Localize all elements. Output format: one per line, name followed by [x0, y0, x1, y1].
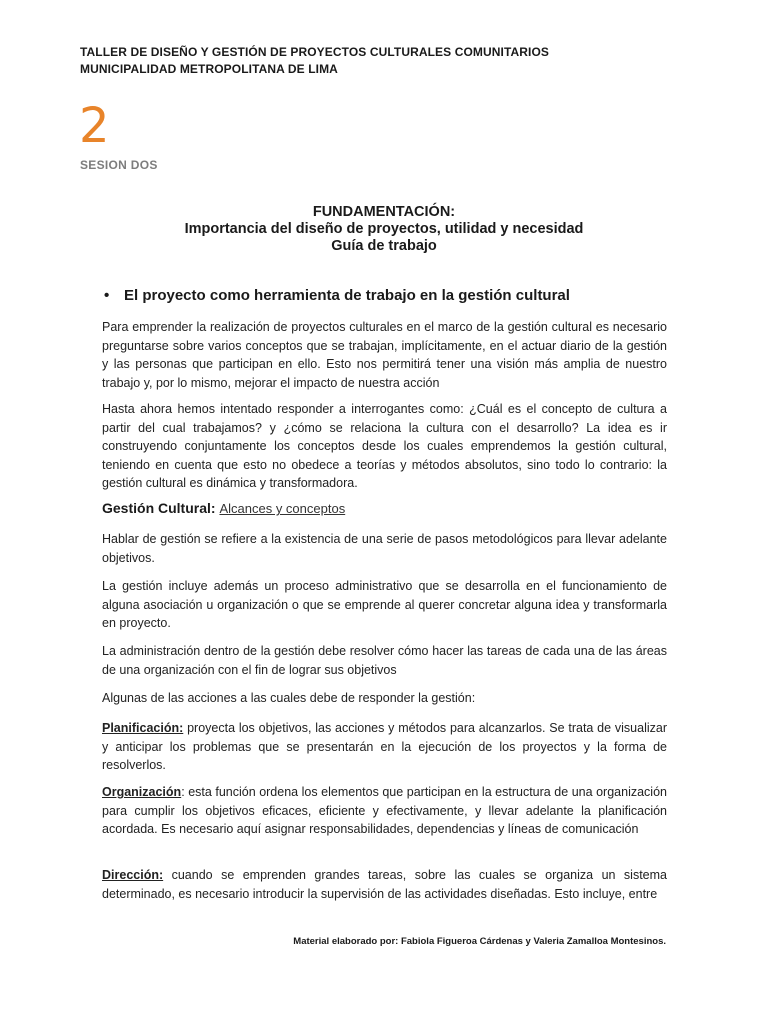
paragraph-1: Para emprender la realización de proyectos culturales en el marco de la gestión cultural es necesario preguntarse sobre varios conceptos que se trabajan, implícitamente, en el actuar diario de la gestión y las personas que participan en ello. Esto nos permitirá tener una visión más amplia de nuestro trabajo y, por lo mismo, mejorar el impacto de nuestra acción — [102, 320, 667, 390]
section-heading-light: Alcances y conceptos — [219, 501, 346, 516]
term-organizacion — [102, 783, 667, 839]
term-planificacion-text: proyecta los objetivos, las acciones y métodos para alcanzarlos. Se trata de visualizar y anticipar los problemas que se presentarán en la ejecución de los proyectos y la forma de resolverlos. — [102, 721, 667, 772]
paragraph-2: Hasta ahora hemos intentado responder a interrogantes como: ¿Cuál es el concepto de cultura a partir del cual trabajamos? y ¿cómo se relaciona la cultura con el desarrollo? La idea es ir construyendo conjuntamente los conceptos desde los cuales emprendemos la gestión cultural, teniendo en cuenta que esto no obedece a teorías y métodos absolutos, sino todo lo contrario: la gestión cultural es dinámica y transformadora. — [102, 402, 667, 490]
section-heading — [102, 500, 345, 516]
header-line-1: TALLER DE DISEÑO Y GESTIÓN DE PROYECTOS CULTURALES COMUNITARIOS — [80, 45, 550, 59]
term-direccion — [102, 866, 667, 903]
session-number: 2 — [79, 98, 110, 154]
title-line-1: FUNDAMENTACIÓN: — [312, 204, 456, 220]
term-organizacion-text: : esta función ordena los elementos que participan en la estructura de una organización para cumplir los objetivos eficaces, eficiente y efectivamente, y llevar adelante la planificación acordada. Es necesario aquí asignar responsabilidades, dependencias y líneas de comunicación — [102, 785, 667, 836]
section-heading-strong: Gestión Cultural: — [102, 500, 216, 516]
document-header — [80, 44, 549, 78]
term-direccion-text: cuando se emprenden grandes tareas, sobre las cuales se organiza un sistema determinado, es necesario introducir la supervisión de las actividades diseñadas. Esto incluye, entre — [102, 868, 667, 901]
footer-credits: Material elaborado por: Fabiola Figueroa Cárdenas y Valeria Zamalloa Montesinos. — [293, 936, 666, 947]
title-line-3: Guía de trabajo — [331, 238, 437, 254]
bullet-icon: • — [104, 287, 110, 304]
session-label: SESION DOS — [80, 158, 158, 172]
bullet-heading-text: El proyecto como herramienta de trabajo en la gestión cultural — [124, 287, 570, 304]
term-direccion-label: Dirección: — [102, 868, 164, 882]
paragraph-4: La gestión incluye además un proceso administrativo que se desarrolla en el funcionamiento de alguna asociación u organización o que se emprende al querer concretar alguna idea y transformarla en proyecto. — [102, 579, 667, 630]
paragraph-6: Algunas de las acciones a las cuales debe de responder la gestión: — [102, 691, 476, 705]
paragraph-3: Hablar de gestión se refiere a la existencia de una serie de pasos metodológicos para llevar adelante objetivos. — [102, 532, 667, 565]
header-line-2: MUNICIPALIDAD METROPOLITANA DE LIMA — [80, 62, 338, 76]
paragraph-5: La administración dentro de la gestión debe resolver cómo hacer las tareas de cada una de las áreas de una organización con el fin de lograr sus objetivos — [102, 644, 667, 677]
title-line-2: Importancia del diseño de proyectos, utilidad y necesidad — [184, 221, 584, 237]
bullet-heading — [104, 287, 570, 304]
document-title — [0, 204, 768, 255]
term-planificacion — [102, 719, 667, 775]
term-organizacion-label: Organización — [102, 785, 182, 799]
term-planificacion-label: Planificación: — [102, 721, 184, 735]
